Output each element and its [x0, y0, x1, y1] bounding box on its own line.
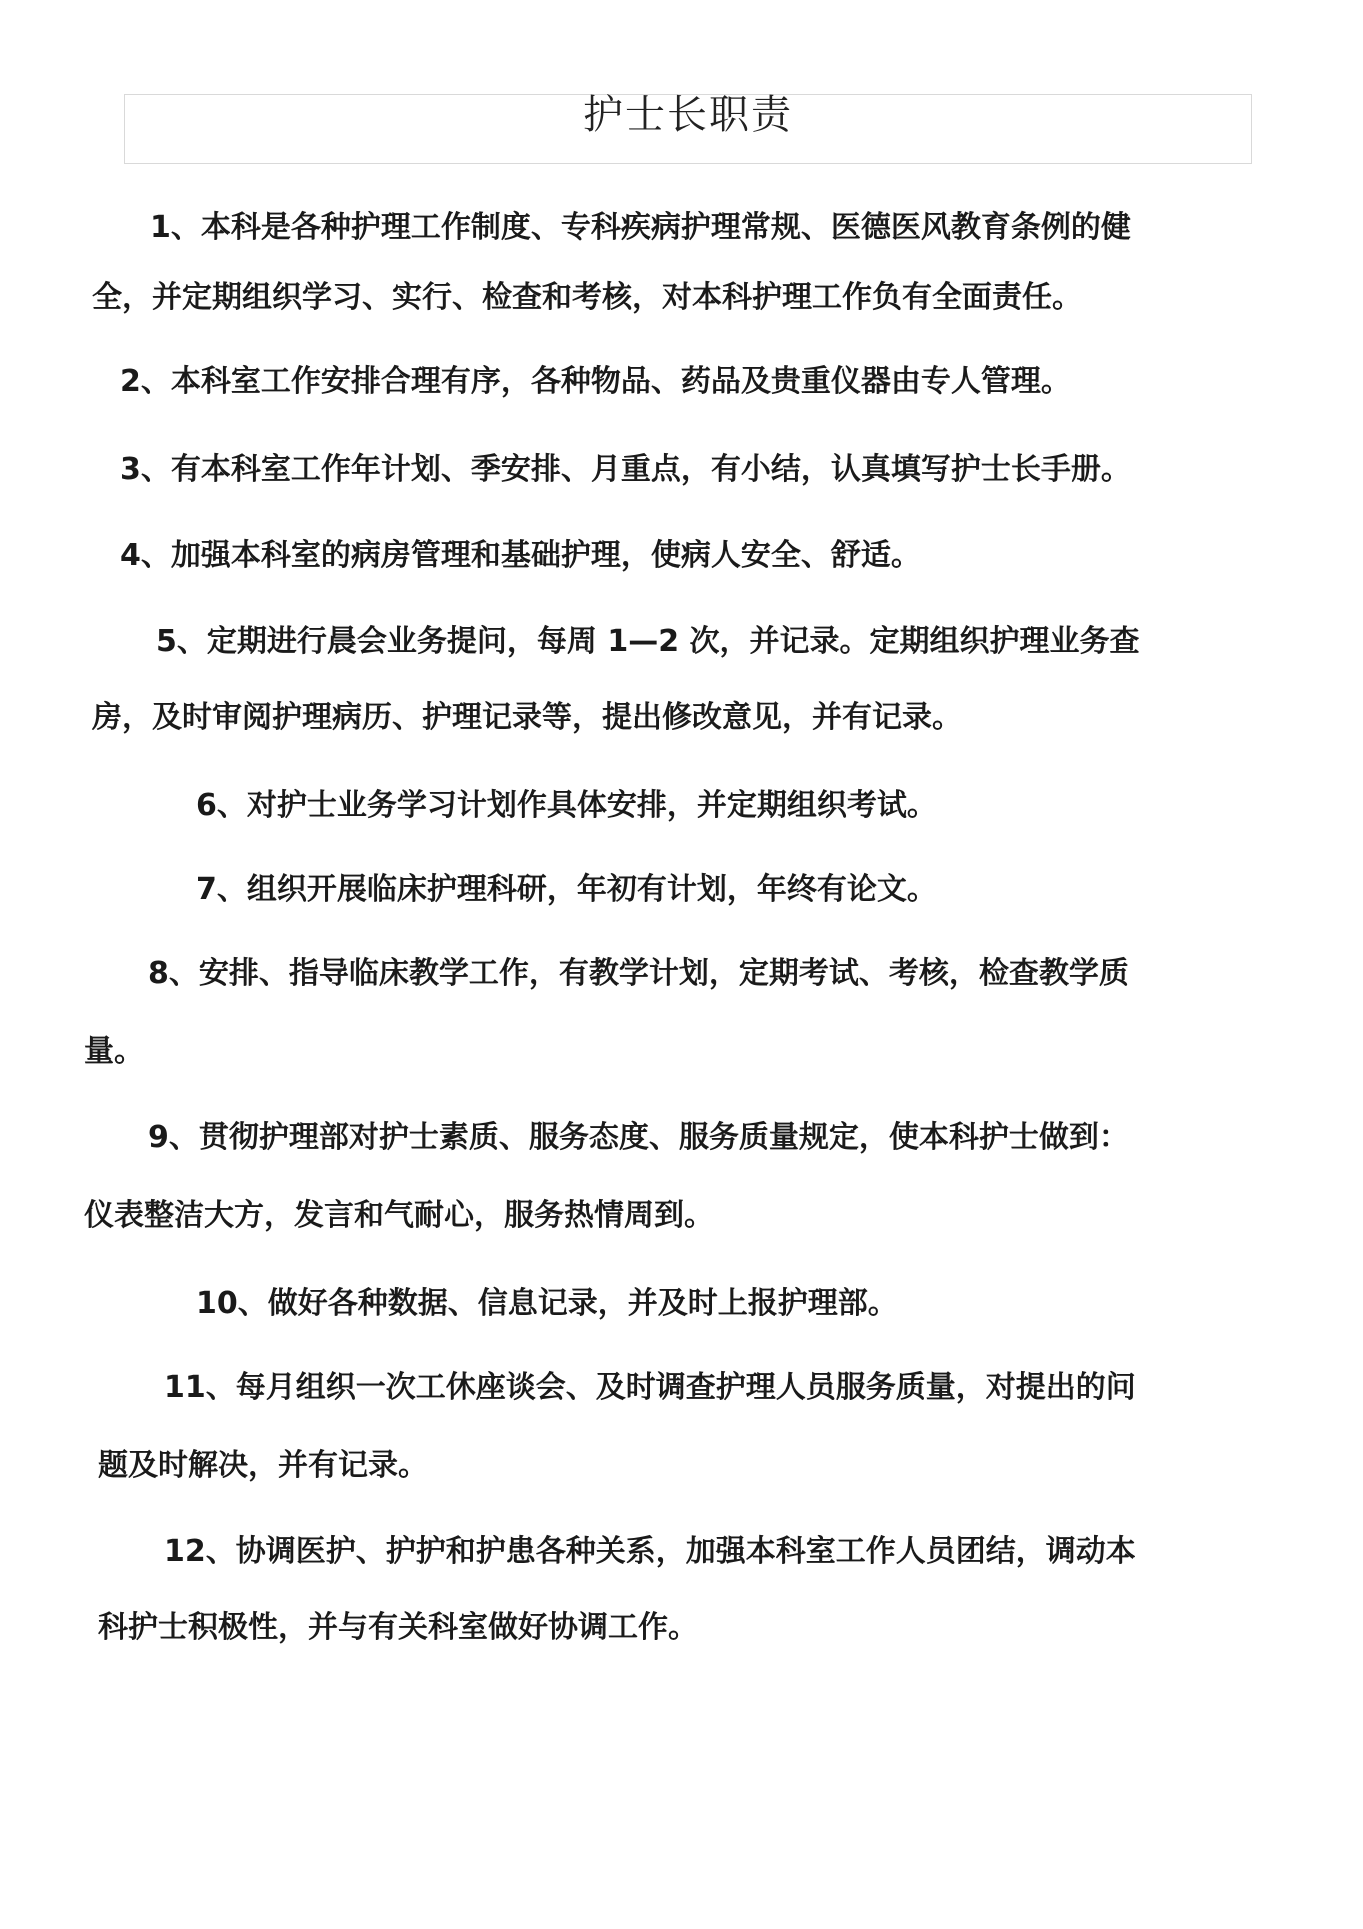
item-3-line-1: 3、有本科室工作年计划、季安排、月重点，有小结，认真填写护士长手册。 — [120, 452, 1131, 487]
item-1-line-2: 全，并定期组织学习、实行、检查和考核，对本科护理工作负有全面责任。 — [92, 280, 1082, 315]
item-10-line-1: 10、做好各种数据、信息记录，并及时上报护理部。 — [196, 1286, 898, 1321]
item-9-line-1: 9、贯彻护理部对护士素质、服务态度、服务质量规定，使本科护士做到： — [148, 1120, 1129, 1155]
item-12-line-2: 科护士积极性，并与有关科室做好协调工作。 — [98, 1610, 698, 1645]
item-7-line-1: 7、组织开展临床护理科研，年初有计划，年终有论文。 — [196, 872, 937, 907]
document-title: 护士长职责 — [583, 92, 793, 138]
item-11-line-2: 题及时解决，并有记录。 — [98, 1448, 428, 1483]
item-8-line-1: 8、安排、指导临床教学工作，有教学计划，定期考试、考核，检查教学质 — [148, 956, 1129, 991]
item-5-line-2: 房，及时审阅护理病历、护理记录等，提出修改意见，并有记录。 — [92, 700, 962, 735]
item-9-line-2: 仪表整洁大方，发言和气耐心，服务热情周到。 — [84, 1198, 714, 1233]
item-6-line-1: 6、对护士业务学习计划作具体安排，并定期组织考试。 — [196, 788, 937, 823]
title-box — [124, 94, 1252, 164]
item-8-line-2: 量。 — [84, 1034, 144, 1069]
item-5-line-1: 5、定期进行晨会业务提问，每周 1—2 次，并记录。定期组织护理业务查 — [156, 624, 1140, 659]
item-4-line-1: 4、加强本科室的病房管理和基础护理，使病人安全、舒适。 — [120, 538, 921, 573]
item-2-line-1: 2、本科室工作安排合理有序，各种物品、药品及贵重仪器由专人管理。 — [120, 364, 1071, 399]
item-1-line-1: 1、本科是各种护理工作制度、专科疾病护理常规、医德医风教育条例的健 — [150, 210, 1131, 245]
item-11-line-1: 11、每月组织一次工休座谈会、及时调查护理人员服务质量，对提出的问 — [164, 1370, 1136, 1405]
item-12-line-1: 12、协调医护、护护和护患各种关系，加强本科室工作人员团结，调动本 — [164, 1534, 1136, 1569]
